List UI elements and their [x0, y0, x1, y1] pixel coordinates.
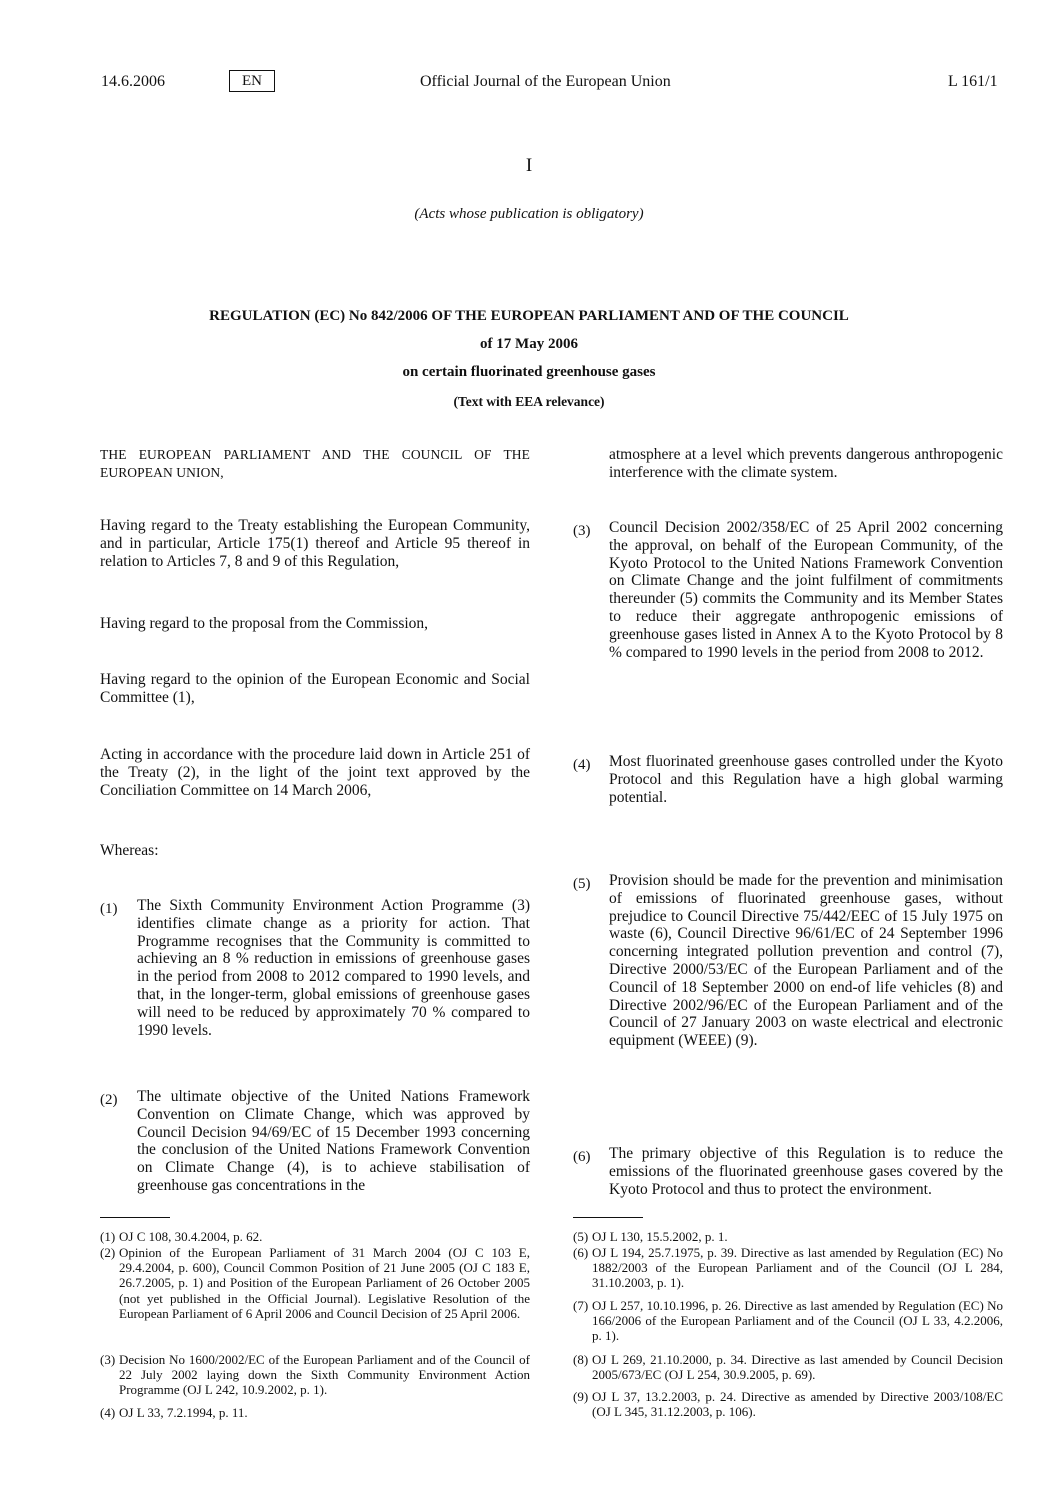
footnote-mark: (9) — [573, 1389, 589, 1404]
journal-name: Official Journal of the European Union — [420, 73, 671, 90]
recital-text: The ultimate objective of the United Nations Framework Convention on Climate Change, which was approved by Council Decision 94/69/EC of 15 December 1993 concerning the conclusion of the United Nations Framework Convention on Climate Change (4), is to achieve stabilisation of greenhouse gas concentrations in the — [137, 1088, 530, 1194]
footnote-mark: (1) — [100, 1229, 116, 1244]
footnote-text: OJ L 130, 15.5.2002, p. 1. — [592, 1229, 728, 1244]
footnote-divider — [573, 1217, 643, 1218]
whereas-paragraph: Whereas: — [100, 842, 159, 859]
section-number: I — [525, 155, 533, 176]
recital-number: (1) — [100, 901, 118, 917]
recital-number: (3) — [573, 523, 591, 539]
footnote-text: OJ L 257, 10.10.1996, p. 26. Directive as last amended by Regulation (EC) No 166/2006 of the European Parliament and of the Council (OJ L 33, 4.2.2006, p. 1). — [592, 1298, 1003, 1344]
footnote-mark: (7) — [573, 1298, 589, 1313]
footnote-text: OJ L 269, 21.10.2000, p. 34. Directive as last amended by Council Decision 2005/673/EC (OJ L 254, 30.9.2005, p. 69). — [592, 1352, 1003, 1383]
publication-date: 14.6.2006 — [101, 73, 165, 90]
parties-paragraph: THE EUROPEAN PARLIAMENT AND THE COUNCIL OF THE EUROPEAN UNION, — [100, 447, 530, 480]
recital-number: (4) — [573, 757, 591, 773]
regulation-date: of 17 May 2006 — [480, 336, 578, 352]
procedure-paragraph: Acting in accordance with the procedure laid down in Article 251 of the Treaty (2), in the light of the joint text approved by the Conciliation Committee on 14 March 2006, — [100, 746, 530, 799]
page-reference: L 161/1 — [948, 73, 998, 90]
treaty-paragraph: Having regard to the Treaty establishing the European Community, and in particular, Article 175(1) thereof and Article 95 thereof in relation to Articles 7, 8 and 9 of this Regulation, — [100, 517, 530, 570]
recital-continuation: atmosphere at a level which prevents dangerous anthropogenic interference with the climate system. — [609, 446, 1003, 481]
eea-relevance: (Text with EEA relevance) — [453, 394, 605, 409]
language-badge: EN — [229, 70, 275, 92]
footnote-text: Opinion of the European Parliament of 31 March 2004 (OJ C 103 E, 29.4.2004, p. 600), Council Common Position of 21 June 2005 (OJ C 183 E, 26.7.2005, p. 1) and Position of the European Parliament of 26 October 2005 (not yet published in the Official Journal). Legislative Resolution of the European Parliament of 6 April 2006 and Council Decision of 25 April 2006. — [119, 1245, 530, 1321]
opinion-paragraph: Having regard to the opinion of the European Economic and Social Committee (1), — [100, 671, 530, 706]
footnote-mark: (5) — [573, 1229, 589, 1244]
recital-text: The primary objective of this Regulation is to reduce the emissions of the fluorinated greenhouse gases covered by the Kyoto Protocol and thus to protect the environment. — [609, 1145, 1003, 1198]
footnote-text: OJ L 33, 7.2.1994, p. 11. — [119, 1405, 248, 1420]
footnote-mark: (8) — [573, 1352, 589, 1367]
recital-text: Council Decision 2002/358/EC of 25 April 2002 concerning the approval, on behalf of the European Community, of the Kyoto Protocol to the United Nations Framework Convention on Climate Change and the joint fulfilment of commitments thereunder (5) commits the Community and its Member States to reduce their aggregate anthropogenic emissions of greenhouse gases listed in Annex A to the Kyoto Protocol by 8 % compared to 1990 levels in the period from 2008 to 2012. — [609, 519, 1003, 661]
footnote-text: OJ L 194, 25.7.1975, p. 39. Directive as last amended by Regulation (EC) No 1882/2003 of the European Parliament and of the Council (OJ L 284, 31.10.2003, p. 1). — [592, 1245, 1003, 1291]
proposal-paragraph: Having regard to the proposal from the Commission, — [100, 615, 429, 632]
footnote-text: OJ C 108, 30.4.2004, p. 62. — [119, 1229, 263, 1244]
footnote-divider — [100, 1217, 170, 1218]
recital-text: The Sixth Community Environment Action Programme (3) identifies climate change as a priority for action. That Programme recognises that the Community is committed to achieving an 8 % reduction in emissions of greenhouse gases in the period from 2008 to 2012 compared to 1990 levels, and that, in the longer-term, global emissions of greenhouse gases will need to be reduced by approximately 70 % compared to 1990 levels. — [137, 897, 530, 1039]
recital-number: (6) — [573, 1149, 591, 1165]
recital-number: (2) — [100, 1092, 118, 1108]
recital-text: Most fluorinated greenhouse gases controlled under the Kyoto Protocol and this Regulation have a high global warming potential. — [609, 753, 1003, 806]
recital-number: (5) — [573, 876, 591, 892]
footnote-mark: (6) — [573, 1245, 589, 1260]
acts-note: (Acts whose publication is obligatory) — [414, 206, 644, 222]
footnote-text: OJ L 37, 13.2.2003, p. 24. Directive as amended by Directive 2003/108/EC (OJ L 345, 31.12.2003, p. 106). — [592, 1389, 1003, 1420]
recital-text: Provision should be made for the prevention and minimisation of emissions of fluorinated greenhouse gases, without prejudice to Council Directive 75/442/EEC of 15 July 1975 on waste (6), Council Directive 96/61/EC of 24 September 1996 concerning integrated pollution prevention and control (7), Directive 2000/53/EC of the European Parliament and of the Council of 18 September 2000 on end-of life vehicles (8) and Directive 2002/96/EC of the European Parliament and of the Council of 27 January 2003 on waste electrical and electronic equipment (WEEE) (9). — [609, 872, 1003, 1050]
footnote-mark: (2) — [100, 1245, 116, 1260]
footnote-mark: (4) — [100, 1405, 116, 1420]
footnote-text: Decision No 1600/2002/EC of the European Parliament and of the Council of 22 July 2002 laying down the Sixth Community Environment Action Programme (OJ L 242, 10.9.2002, p. 1). — [119, 1352, 530, 1398]
regulation-subject: on certain fluorinated greenhouse gases — [402, 364, 656, 380]
footnote-mark: (3) — [100, 1352, 116, 1367]
regulation-title: REGULATION (EC) No 842/2006 OF THE EUROPEAN PARLIAMENT AND OF THE COUNCIL — [209, 308, 849, 324]
